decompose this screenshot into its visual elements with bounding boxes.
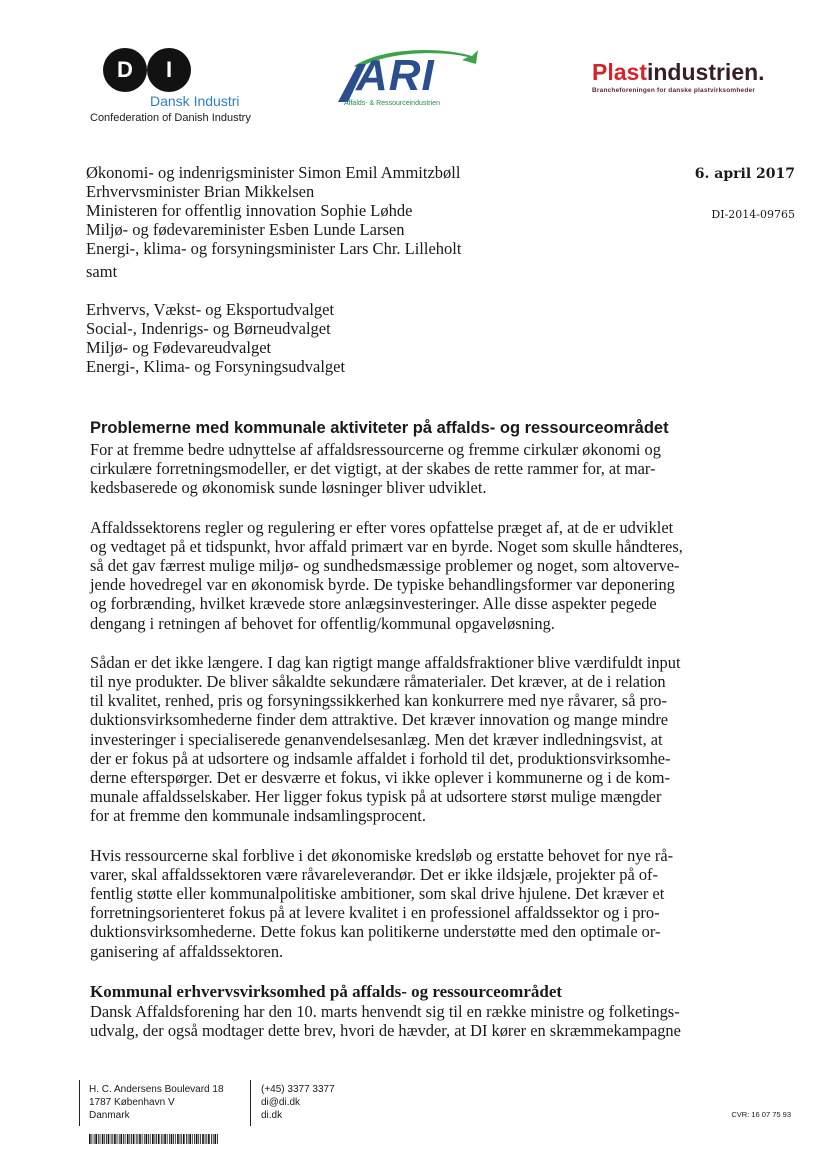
footer-address-line: Danmark (89, 1110, 130, 1121)
paragraph (90, 440, 708, 498)
recipient-line: Energi-, klima- og forsyningsminister Lars Chr. Lilleholt (86, 239, 462, 258)
di-logo-mark (103, 46, 203, 94)
barcode-bar (150, 1134, 151, 1144)
barcode-bar (111, 1134, 112, 1144)
paragraph-line: så det gav færrest mulige miljø- og sundhedsmæssige problemer og noget, som altoverve- (90, 556, 680, 576)
paragraph (90, 1002, 708, 1040)
barcode-bar (125, 1134, 126, 1144)
barcode-bar (180, 1134, 181, 1144)
plast-logo-word-dark: industrien. (646, 59, 765, 85)
barcode-bar (133, 1134, 135, 1144)
paragraph-line: duktionsvirksomhederne finder dem attraktive. Det kræver innovation og mange mindre (90, 710, 669, 730)
paragraph-line: og vedtaget på et tidspunkt, hvor affald primært var en byrde. Noget som skulle håndteres, (90, 536, 683, 556)
paragraph-line: For at fremme bedre udnyttelse af affaldsressourcerne og fremme cirkulær økonomi og (90, 440, 661, 459)
barcode-bar (181, 1134, 182, 1144)
barcode-bar (205, 1134, 206, 1144)
paragraph-line: Hvis ressourcerne skal forblive i det økonomiske kredsløb og erstatte behovet for nye rå- (90, 845, 674, 865)
footer-phone: (+45) 3377 3377 (261, 1084, 335, 1095)
footer-address (89, 1083, 224, 1122)
di-logo-name: Dansk Industri (150, 93, 240, 109)
paragraph (90, 518, 708, 633)
samt-label: samt (86, 262, 118, 281)
barcode-bar (152, 1134, 154, 1144)
footer-address-line: 1787 København V (89, 1097, 175, 1108)
committee-line: Energi-, Klima- og Forsyningsudvalget (86, 357, 346, 376)
barcode-bar (217, 1134, 218, 1144)
barcode-bar (119, 1134, 120, 1144)
barcode-bar (102, 1134, 104, 1144)
paragraph-line: for at fremme den kommunale indsamlingsprocent. (90, 806, 426, 826)
barcode-bar (129, 1134, 130, 1144)
paragraph-line: til nye produkter. De bliver såkaldte sekundære råmaterialer. Det kræver, at de i relation (90, 672, 666, 692)
barcode-bar (161, 1134, 162, 1144)
recipient-line: Erhvervsminister Brian Mikkelsen (86, 182, 315, 201)
barcode-bar (164, 1134, 166, 1144)
barcode-bar (167, 1134, 168, 1144)
paragraph-line: cirkulære forretningsmodeller, er det vigtigt, at der skabes de rette rammer for, at mar- (90, 459, 656, 479)
footer-email-link[interactable]: di@di.dk (261, 1097, 301, 1108)
barcode-bar (144, 1134, 145, 1144)
di-logo (90, 46, 250, 126)
barcode-bar (198, 1134, 199, 1144)
barcode-bar (196, 1134, 198, 1144)
paragraph-line: forretningsorienteret fokus på at levere kvalitet i en professionel affaldssektor og i pro- (90, 903, 660, 923)
barcode-bar (138, 1134, 139, 1144)
footer-address-line: H. C. Andersens Boulevard 18 (89, 1084, 224, 1095)
recipient-line: Ministeren for offentlig innovation Sophie Løhde (86, 201, 413, 220)
barcode-bar (188, 1134, 189, 1144)
barcode-bar (200, 1134, 201, 1144)
footer-cvr: CVR: 16 07 75 93 (731, 1110, 791, 1119)
paragraph-line: dengang i retningen af behovet for offentlig/kommunal opgaveløsning. (90, 613, 555, 633)
barcode-bar (131, 1134, 132, 1144)
paragraph-line: der er fokus på at udsortere og indsamle affaldet i forhold til det, produktionsvirksomhe- (90, 748, 671, 768)
letter-reference: DI-2014-09765 (711, 208, 795, 221)
barcode-bar (121, 1134, 123, 1144)
barcode-bar (123, 1134, 124, 1144)
barcode-bar (155, 1134, 156, 1144)
barcode-icon (89, 1134, 219, 1144)
section-heading: Problemerne med kommunale aktiviteter på affalds- og ressourceområdet (90, 419, 669, 437)
plastindustrien-logo (592, 58, 792, 102)
footer-website-link[interactable]: di.dk (261, 1110, 283, 1121)
paragraph-line: Sådan er det ikke længere. I dag kan rigtigt mange affaldsfraktioner blive værdifuldt input (90, 652, 681, 672)
paragraph-line: duktionsvirksomhederne. Dette fokus kan politikerne understøtte med den optimale or- (90, 922, 661, 942)
paragraph (90, 653, 708, 826)
barcode-bar (169, 1134, 170, 1144)
barcode-bar (173, 1134, 174, 1144)
recipient-list (86, 163, 606, 258)
barcode-bar (186, 1134, 187, 1144)
recipient-line: Miljø- og fødevareminister Esben Lunde Larsen (86, 220, 405, 239)
barcode-bar (106, 1134, 107, 1144)
barcode-bar (94, 1134, 95, 1144)
ari-logo-subtitle: Affalds- & Ressourceindustrien (344, 100, 440, 107)
section-heading: Kommunal erhvervsvirksomhed på affalds- og ressourceområdet (90, 981, 563, 1001)
paragraph-line: Dansk Affaldsforening har den 10. marts henvendt sig til en række ministre og folketings- (90, 1001, 680, 1021)
barcode-bar (108, 1134, 110, 1144)
paragraph-line: til kvalitet, renhed, pris og forsyningssikkerhed kan konkurrere med nye råvarer, så pro- (90, 691, 667, 711)
barcode-bar (215, 1134, 217, 1144)
barcode-bar (114, 1134, 116, 1144)
paragraph-line: udvalg, der også modtager dette brev, hvori de hævder, at DI kører en skræmmekampagne (90, 1021, 681, 1041)
paragraph-line: investeringer i specialiserede genanvendelsesanlæg. Men det kræver indledningsvist, at (90, 729, 663, 749)
committee-line: Social-, Indenrigs- og Børneudvalget (86, 319, 331, 338)
barcode-bar (127, 1134, 129, 1144)
paragraph-line: Affaldssektorens regler og regulering er efter vores opfattelse præget af, at de er udviklet (90, 517, 674, 537)
letter-body (90, 418, 708, 1040)
paragraph-line: varer, skal affaldssektoren være råvareleverandør. Det er ikke ildsjæle, projekter på of- (90, 864, 658, 884)
barcode-bar (208, 1134, 210, 1144)
barcode-bar (156, 1134, 157, 1144)
paragraph-line: ganisering af affaldssektoren. (90, 941, 284, 961)
plastindustrien-logo-word (592, 58, 765, 86)
plastindustrien-logo-subtitle: Brancheforeningen for danske plastvirksomheder (592, 87, 756, 94)
paragraph-line: jende hovedregel var en økonomisk byrde. De typiske behandlingsformer var deponering (90, 575, 675, 595)
barcode-bar (142, 1134, 143, 1144)
paragraph-line: munale affaldsselskaber. Her ligger fokus typisk på at udsortere størst mulige mængder (90, 787, 662, 807)
barcode-bar (89, 1134, 91, 1144)
barcode-bar (206, 1134, 207, 1144)
barcode-bar (192, 1134, 193, 1144)
paragraph-line: fentlig støtte eller kommunalpolitiske ambitioner, som skal drive hjulene. Det kræver et (90, 884, 665, 904)
paragraph-line: kedsbaserede og økonomisk sunde løsninger bliver udviklet. (90, 478, 487, 498)
letter-date: 6. april 2017 (694, 166, 795, 182)
plast-logo-word-red: Plast (592, 59, 647, 85)
barcode-bar (100, 1134, 101, 1144)
paragraph (90, 846, 708, 961)
barcode-bar (117, 1134, 118, 1144)
barcode-bar (139, 1134, 141, 1144)
footer-divider (250, 1080, 251, 1126)
footer-divider (79, 1080, 80, 1126)
barcode-bar (175, 1134, 176, 1144)
recipient-line: Økonomi- og indenrigsminister Simon Emil Ammitzbøll (86, 163, 461, 182)
barcode-bar (148, 1134, 149, 1144)
barcode-bar (177, 1134, 179, 1144)
barcode-bar (136, 1134, 137, 1144)
committee-list (86, 300, 606, 376)
paragraph-line: og forbrænding, hvilket krævede store anlægsinvesteringer. Alle disse aspekter pegede (90, 594, 657, 614)
barcode-bar (95, 1134, 97, 1144)
di-logo-letter-d: D (103, 48, 147, 92)
barcode-bar (183, 1134, 185, 1144)
ari-logo (332, 48, 482, 112)
barcode-bar (163, 1134, 164, 1144)
barcode-bar (202, 1134, 204, 1144)
ari-logo-word: ARI (356, 51, 435, 100)
footer-contact (261, 1083, 335, 1122)
committee-line: Miljø- og Fødevareudvalget (86, 338, 272, 357)
barcode-bar (98, 1134, 99, 1144)
barcode-bar (213, 1134, 214, 1144)
committee-line: Erhvervs, Vækst- og Eksportudvalget (86, 300, 335, 319)
barcode-bar (92, 1134, 93, 1144)
paragraph-line: derne efterspørger. Det er desværre et fokus, vi ikke oplever i kommunerne og i de kom- (90, 768, 671, 788)
barcode-bar (194, 1134, 195, 1144)
barcode-bar (171, 1134, 173, 1144)
barcode-bar (146, 1134, 148, 1144)
barcode-bar (158, 1134, 160, 1144)
di-logo-subtitle: Confederation of Danish Industry (90, 112, 251, 124)
barcode-bar (104, 1134, 105, 1144)
barcode-bar (211, 1134, 212, 1144)
di-logo-letter-i: I (147, 48, 191, 92)
barcode-bar (112, 1134, 113, 1144)
barcode-bar (189, 1134, 191, 1144)
